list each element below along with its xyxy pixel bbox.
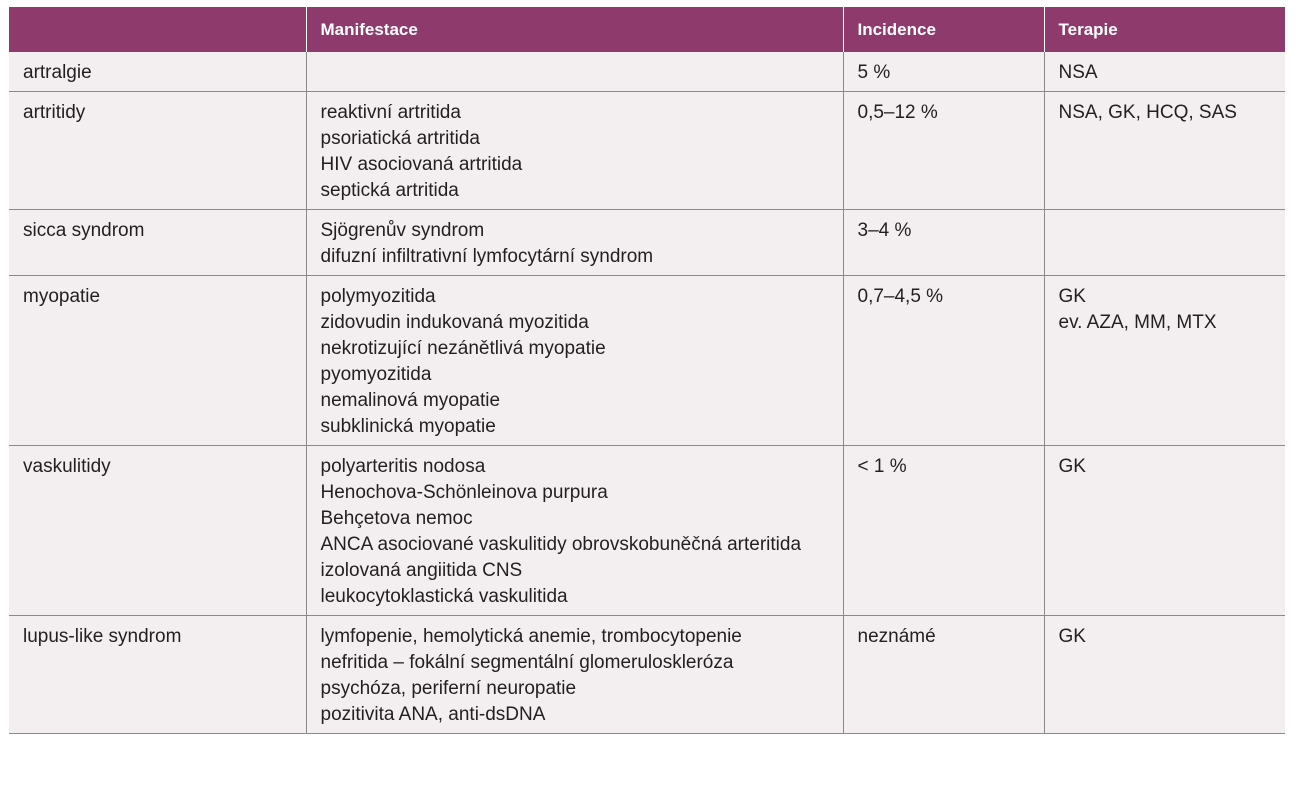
terapie-cell <box>1044 92 1285 210</box>
header-row <box>9 7 1285 52</box>
manifestace-line: septická artritida <box>320 180 459 201</box>
row-name-cell: lupus-like syndrom <box>23 626 182 647</box>
incidence-cell: 0,5–12 % <box>843 92 1044 210</box>
row-name-cell: artritidy <box>23 102 86 123</box>
table-row <box>9 446 1285 616</box>
manifestace-line: zidovudin indukovaná myozitida <box>320 312 589 333</box>
terapie-line: NSA, GK, HCQ, SAS <box>1058 102 1237 123</box>
table-row <box>9 276 1285 446</box>
terapie-line: GK <box>1058 626 1086 647</box>
terapie-cell <box>1044 210 1285 276</box>
incidence-cell: neznámé <box>843 616 1044 734</box>
manifestace-line: subklinická myopatie <box>320 416 496 437</box>
row-name-cell: artralgie <box>23 62 92 83</box>
manifestace-line: polyarteritis nodosa <box>320 456 486 477</box>
manifestace-cell <box>306 52 843 92</box>
row-name-cell: sicca syndrom <box>23 220 145 241</box>
manifestace-cell <box>306 210 843 276</box>
header-cell-terapie: Terapie <box>1044 7 1285 52</box>
table-row <box>9 210 1285 276</box>
terapie-cell <box>1044 616 1285 734</box>
manifestace-line: lymfopenie, hemolytická anemie, trombocytopenie <box>320 626 742 647</box>
manifestace-line: izolovaná angiitida CNS <box>320 560 523 581</box>
terapie-line: ev. AZA, MM, MTX <box>1058 312 1217 333</box>
incidence-cell: < 1 % <box>843 446 1044 616</box>
manifestace-line: Henochova-Schönleinova purpura <box>320 482 608 503</box>
table-row <box>9 52 1285 92</box>
manifestace-line: ANCA asociované vaskulitidy obrovskobuněčná arteritida <box>320 534 802 555</box>
header-cell-incidence: Incidence <box>843 7 1044 52</box>
manifestace-line: pozitivita ANA, anti-dsDNA <box>320 704 546 725</box>
manifestace-line: Sjögrenův syndrom <box>320 220 485 241</box>
header-cell-blank <box>9 7 306 52</box>
manifestace-line: reaktivní artritida <box>320 102 461 123</box>
table-header <box>9 7 1285 52</box>
terapie-line: NSA <box>1058 62 1098 83</box>
table-row <box>9 616 1285 734</box>
manifestace-line: nemalinová myopatie <box>320 390 501 411</box>
table-body <box>9 52 1285 734</box>
manifestace-line: psoriatická artritida <box>320 128 480 149</box>
incidence-cell: 3–4 % <box>843 210 1044 276</box>
manifestace-line: psychóza, periferní neuropatie <box>320 678 577 699</box>
manifestace-line: nekrotizující nezánětlivá myopatie <box>320 338 606 359</box>
terapie-line: GK <box>1058 286 1086 307</box>
header-cell-manifestace: Manifestace <box>306 7 843 52</box>
manifestations-table <box>9 7 1285 734</box>
manifestace-line: nefritida – fokální segmentální glomeruloskleróza <box>320 652 734 673</box>
manifestace-cell <box>306 92 843 210</box>
manifestace-cell <box>306 446 843 616</box>
row-name-cell: myopatie <box>23 286 101 307</box>
terapie-cell <box>1044 446 1285 616</box>
manifestace-cell <box>306 616 843 734</box>
manifestace-cell <box>306 276 843 446</box>
manifestace-line: leukocytoklastická vaskulitida <box>320 586 568 607</box>
manifestace-line: polymyozitida <box>320 286 436 307</box>
terapie-cell <box>1044 52 1285 92</box>
manifestace-line: pyomyozitida <box>320 364 432 385</box>
terapie-line: GK <box>1058 456 1086 477</box>
incidence-cell: 5 % <box>843 52 1044 92</box>
manifestace-line: Behçetova nemoc <box>320 508 473 529</box>
terapie-cell <box>1044 276 1285 446</box>
incidence-cell: 0,7–4,5 % <box>843 276 1044 446</box>
row-name-cell: vaskulitidy <box>23 456 111 477</box>
table-row <box>9 92 1285 210</box>
manifestace-line: difuzní infiltrativní lymfocytární syndrom <box>320 246 654 267</box>
manifestace-line: HIV asociovaná artritida <box>320 154 523 175</box>
